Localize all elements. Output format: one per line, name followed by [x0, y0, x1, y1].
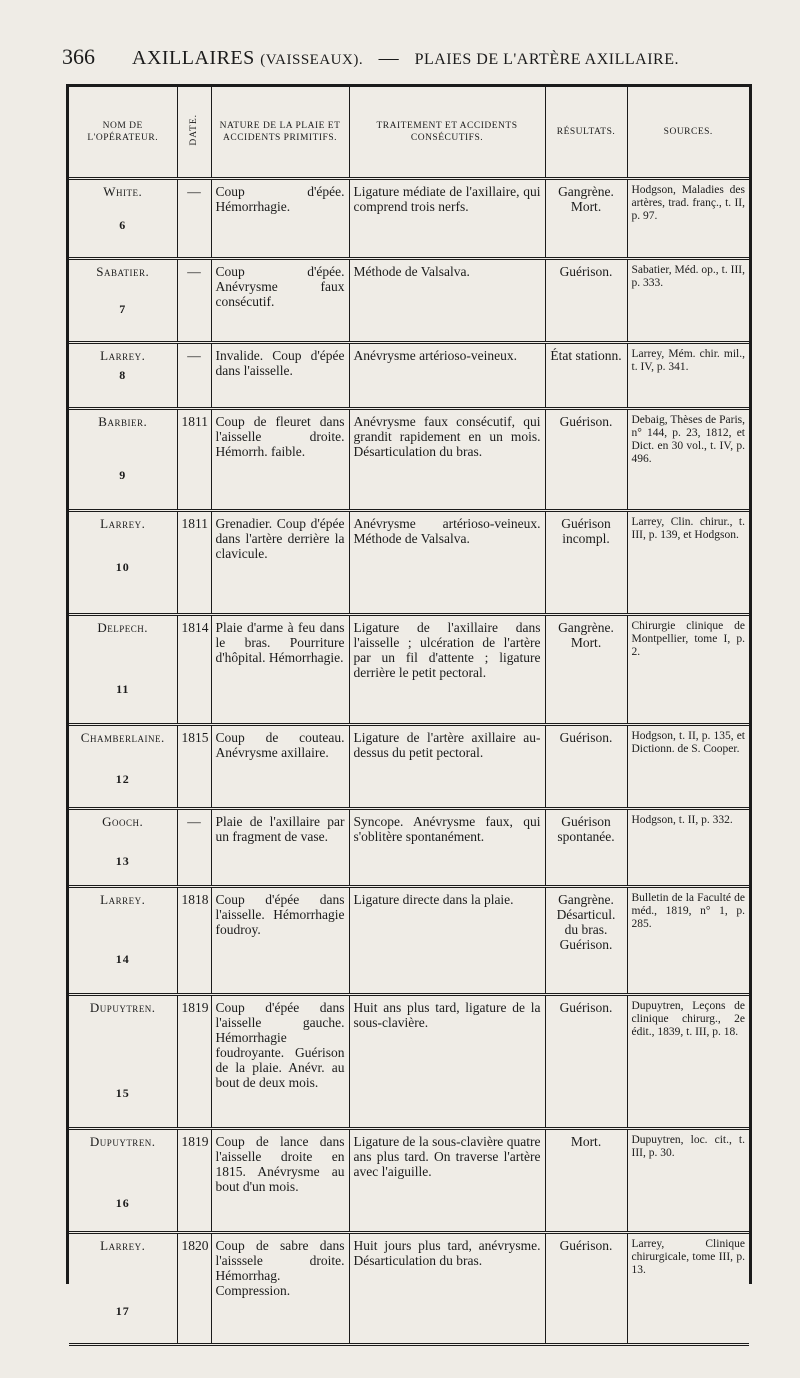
- cell-source: Sabatier, Méd. op., t. III, p. 333.: [627, 259, 749, 343]
- column-header-traitement: TRAITEMENT ET ACCIDENTS CONSÉCUTIFS.: [349, 87, 545, 179]
- column-header-date: [177, 87, 211, 179]
- cell-operator: [69, 409, 177, 511]
- table-header-row: [69, 87, 749, 179]
- cell-source: Bulletin de la Faculté de méd., 1819, n° 1, p. 285.: [627, 887, 749, 995]
- cell-traitement: Anévrysme artérioso-veineux. Méthode de Valsalva.: [349, 511, 545, 615]
- cell-date: 1811: [177, 511, 211, 615]
- cell-source: Chirurgie clinique de Montpellier, tome I, p. 2.: [627, 615, 749, 725]
- cell-date: 1819: [177, 1129, 211, 1233]
- running-head-dash: —: [378, 47, 400, 69]
- column-header-sources: SOURCES.: [627, 87, 749, 179]
- cell-operator: [69, 995, 177, 1129]
- cell-date: 1820: [177, 1233, 211, 1345]
- cell-nature: Coup d'épée dans l'aisselle gauche. Hémorrhagie foudroyante. Guérison de la plaie. Anévr. au bout de deux mois.: [211, 995, 349, 1129]
- operator-name: Gooch.: [102, 814, 144, 829]
- running-head-subtitle: PLAIES DE L'ARTÈRE AXILLAIRE.: [414, 51, 679, 68]
- cell-resultat: Mort.: [545, 1129, 627, 1233]
- operator-name: Larrey.: [100, 516, 146, 531]
- cell-resultat: Guérison.: [545, 725, 627, 809]
- observation-number: 8: [119, 368, 127, 382]
- table-row: [69, 343, 749, 409]
- cell-date: —: [177, 179, 211, 259]
- cell-operator: [69, 343, 177, 409]
- table-row: [69, 615, 749, 725]
- cell-traitement: Ligature médiate de l'axillaire, qui comprend trois nerfs.: [349, 179, 545, 259]
- cell-operator: [69, 615, 177, 725]
- table-row: [69, 511, 749, 615]
- cell-traitement: Méthode de Valsalva.: [349, 259, 545, 343]
- cell-nature: Coup de sabre dans l'aisssele droite. Hémorrhag. Compression.: [211, 1233, 349, 1345]
- cell-nature: Plaie de l'axillaire par un fragment de vase.: [211, 809, 349, 887]
- running-head-paren: (VAISSEAUX).: [260, 52, 364, 68]
- page-header: [62, 44, 762, 74]
- cell-date: 1819: [177, 995, 211, 1129]
- cell-operator: [69, 887, 177, 995]
- cell-nature: Grenadier. Coup d'épée dans l'artère derrière la clavicule.: [211, 511, 349, 615]
- cell-nature: Coup de lance dans l'aisselle droite en 1815. Anévrysme au bout d'un mois.: [211, 1129, 349, 1233]
- cell-operator: [69, 511, 177, 615]
- observation-number: 17: [115, 1304, 130, 1318]
- cell-traitement: Ligature de l'artère axillaire au-dessus du petit pectoral.: [349, 725, 545, 809]
- column-header-date-label: DATE.: [189, 114, 199, 146]
- cell-date: —: [177, 343, 211, 409]
- cell-operator: [69, 725, 177, 809]
- observation-number: 9: [119, 468, 127, 482]
- table-row: [69, 887, 749, 995]
- cell-operator: [69, 1129, 177, 1233]
- operator-name: Barbier.: [98, 414, 148, 429]
- cell-resultat: Guérison spontanée.: [545, 809, 627, 887]
- operator-name: Larrey.: [100, 1238, 146, 1253]
- table-row: [69, 409, 749, 511]
- cell-date: 1818: [177, 887, 211, 995]
- column-header-resultats: RÉSULTATS.: [545, 87, 627, 179]
- cell-traitement: Syncope. Anévrysme faux, qui s'oblitère spontanément.: [349, 809, 545, 887]
- cell-resultat: Guérison.: [545, 409, 627, 511]
- cell-operator: [69, 809, 177, 887]
- table-row: [69, 1233, 749, 1345]
- observation-number: 16: [115, 1196, 130, 1210]
- cell-source: Hodgson, t. II, p. 135, et Dictionn. de S. Cooper.: [627, 725, 749, 809]
- cell-source: Hodgson, t. II, p. 332.: [627, 809, 749, 887]
- observation-number: 6: [119, 218, 127, 232]
- cell-source: Larrey, Clin. chirur., t. III, p. 139, et Hodgson.: [627, 511, 749, 615]
- cell-operator: [69, 1233, 177, 1345]
- cell-date: 1814: [177, 615, 211, 725]
- cell-resultat: Gangrène. Mort.: [545, 179, 627, 259]
- observation-number: 7: [119, 302, 127, 316]
- table-row: [69, 995, 749, 1129]
- observation-number: 12: [115, 772, 130, 786]
- table-row: [69, 1129, 749, 1233]
- cell-operator: [69, 179, 177, 259]
- observation-number: 15: [115, 1086, 130, 1100]
- table-row: [69, 809, 749, 887]
- cell-nature: Coup de fleuret dans l'aisselle droite. Hémorrh. faible.: [211, 409, 349, 511]
- observation-number: 13: [115, 854, 130, 868]
- cell-resultat: Gangrène. Désarticul. du bras. Guérison.: [545, 887, 627, 995]
- cell-nature: Invalide. Coup d'épée dans l'aisselle.: [211, 343, 349, 409]
- cell-date: —: [177, 259, 211, 343]
- cell-resultat: Guérison incompl.: [545, 511, 627, 615]
- column-header-nature: NATURE DE LA PLAIE ET ACCIDENTS PRIMITIFS.: [211, 87, 349, 179]
- observation-number: 10: [115, 560, 130, 574]
- page-number: 366: [62, 44, 95, 69]
- table-row: [69, 259, 749, 343]
- observations-table: [69, 87, 749, 1346]
- cell-date: —: [177, 809, 211, 887]
- cell-traitement: Anévrysme artérioso-veineux.: [349, 343, 545, 409]
- operator-name: Larrey.: [100, 892, 146, 907]
- operator-name: White.: [103, 184, 143, 199]
- table-row: [69, 725, 749, 809]
- cell-source: Larrey, Clinique chirurgicale, tome III, p. 13.: [627, 1233, 749, 1345]
- cell-operator: [69, 259, 177, 343]
- cell-resultat: Gangrène. Mort.: [545, 615, 627, 725]
- cell-nature: Coup de couteau. Anévrysme axillaire.: [211, 725, 349, 809]
- cell-date: 1815: [177, 725, 211, 809]
- operator-name: Dupuytren.: [89, 1134, 156, 1149]
- cell-resultat: État stationn.: [545, 343, 627, 409]
- cell-nature: Coup d'épée. Hémorrhagie.: [211, 179, 349, 259]
- cell-date: 1811: [177, 409, 211, 511]
- running-head: [132, 47, 679, 70]
- cell-resultat: Guérison.: [545, 259, 627, 343]
- table-row: [69, 179, 749, 259]
- cell-traitement: Ligature de la sous-clavière quatre ans plus tard. On traverse l'artère avec l'aiguille.: [349, 1129, 545, 1233]
- observation-number: 14: [115, 952, 130, 966]
- operator-name: Sabatier.: [96, 264, 150, 279]
- cell-source: Dupuytren, loc. cit., t. III, p. 30.: [627, 1129, 749, 1233]
- cell-nature: Coup d'épée dans l'aisselle. Hémorrhagie foudroy.: [211, 887, 349, 995]
- cell-nature: Plaie d'arme à feu dans le bras. Pourriture d'hôpital. Hémorrhagie.: [211, 615, 349, 725]
- cell-resultat: Guérison.: [545, 1233, 627, 1345]
- observation-number: 11: [116, 682, 130, 696]
- operator-name: Chamberlaine.: [80, 730, 165, 745]
- operator-name: Delpech.: [97, 620, 149, 635]
- column-header-operator: NOM DE L'OPÉRATEUR.: [69, 87, 177, 179]
- cell-source: Debaig, Thèses de Paris, n° 144, p. 23, 1812, et Dict. en 30 vol., t. IV, p. 496.: [627, 409, 749, 511]
- cell-nature: Coup d'épée. Anévrysme faux consécutif.: [211, 259, 349, 343]
- cell-source: Hodgson, Maladies des artères, trad. franç., t. II, p. 97.: [627, 179, 749, 259]
- cell-source: Larrey, Mém. chir. mil., t. IV, p. 341.: [627, 343, 749, 409]
- cell-traitement: Ligature directe dans la plaie.: [349, 887, 545, 995]
- cell-resultat: Guérison.: [545, 995, 627, 1129]
- cell-traitement: Ligature de l'axillaire dans l'aisselle ; ulcération de l'artère par un fil d'attente ; ligature derrière le petit pectoral.: [349, 615, 545, 725]
- observations-table-frame: [66, 84, 752, 1318]
- cell-traitement: Huit ans plus tard, ligature de la sous-clavière.: [349, 995, 545, 1129]
- operator-name: Dupuytren.: [89, 1000, 156, 1015]
- operator-name: Larrey.: [100, 348, 146, 363]
- cell-traitement: Huit jours plus tard, anévrysme. Désarticulation du bras.: [349, 1233, 545, 1345]
- running-head-title: AXILLAIRES: [132, 47, 255, 69]
- cell-source: Dupuytren, Leçons de clinique chirurg., 2e édit., 1839, t. III, p. 18.: [627, 995, 749, 1129]
- cell-traitement: Anévrysme faux consécutif, qui grandit rapidement en un mois. Désarticulation du bras.: [349, 409, 545, 511]
